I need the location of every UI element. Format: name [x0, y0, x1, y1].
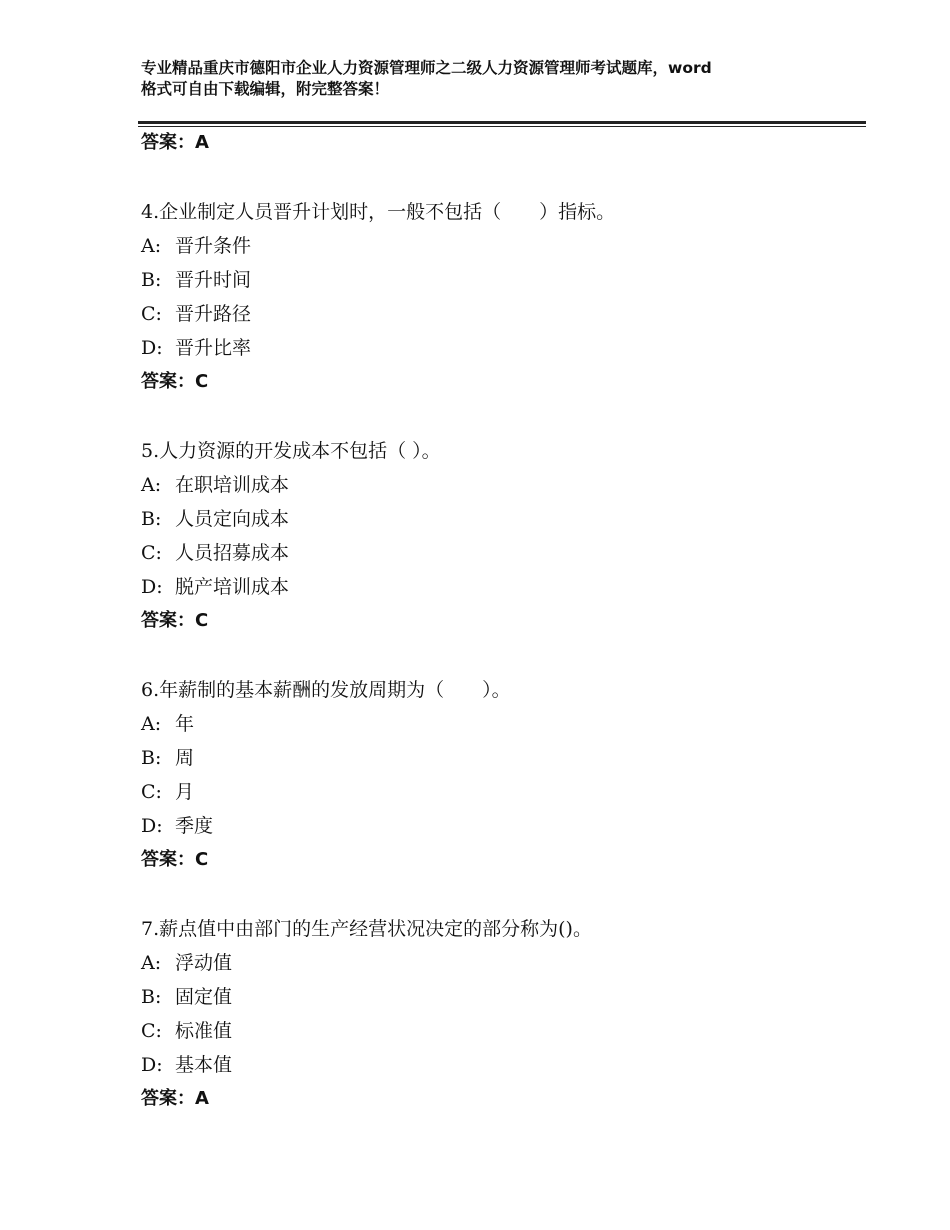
option-b [141, 507, 289, 531]
option-key: D: [141, 337, 163, 359]
option-text: 标准值 [175, 1020, 233, 1042]
header-rule-thick [138, 121, 866, 124]
header-rule-thin [138, 126, 866, 127]
option-text: 在职培训成本 [175, 474, 290, 496]
option-key: A: [141, 474, 162, 496]
option-b [141, 746, 194, 770]
option-text: 晋升时间 [175, 269, 252, 291]
option-key: C: [141, 781, 162, 803]
option-key: C: [141, 303, 162, 325]
previous-answer: 答案：A [141, 132, 209, 153]
option-text: 固定值 [175, 986, 233, 1008]
option-text: 季度 [175, 815, 214, 837]
option-text: 周 [175, 747, 195, 769]
option-key: D: [141, 815, 163, 837]
option-key: B: [141, 986, 162, 1008]
answer-line: 答案：C [141, 849, 209, 870]
option-text: 月 [175, 781, 195, 803]
option-key: C: [141, 542, 162, 564]
question-stem: 6.年薪制的基本薪酬的发放周期为（ ）。 [141, 679, 511, 701]
option-text: 基本值 [175, 1054, 233, 1076]
question-stem: 7.薪点值中由部门的生产经营状况决定的部分称为()。 [141, 918, 592, 940]
header-line-1: 专业精品重庆市德阳市企业人力资源管理师之二级人力资源管理师考试题库，word [141, 59, 712, 77]
option-text: 脱产培训成本 [175, 576, 290, 598]
answer-line: 答案：C [141, 610, 209, 631]
option-d [141, 814, 213, 838]
option-key: D: [141, 1054, 163, 1076]
option-a [141, 234, 251, 258]
option-key: B: [141, 269, 162, 291]
question-stem: 4.企业制定人员晋升计划时，一般不包括（ ）指标。 [141, 201, 616, 223]
option-text: 年 [175, 713, 195, 735]
option-c [141, 1019, 232, 1043]
option-d [141, 336, 251, 360]
answer-line: 答案：A [141, 1088, 209, 1109]
option-key: D: [141, 576, 163, 598]
option-key: B: [141, 508, 162, 530]
option-d [141, 1053, 232, 1077]
question-stem: 5.人力资源的开发成本不包括（ ）。 [141, 440, 441, 462]
option-text: 晋升条件 [175, 235, 252, 257]
option-a [141, 712, 194, 736]
option-text: 晋升比率 [175, 337, 252, 359]
option-c [141, 302, 251, 326]
option-key: A: [141, 713, 162, 735]
header-line-2: 格式可自由下载编辑，附完整答案！ [141, 80, 390, 98]
option-text: 人员定向成本 [175, 508, 290, 530]
option-c [141, 541, 289, 565]
option-key: C: [141, 1020, 162, 1042]
option-key: B: [141, 747, 162, 769]
option-d [141, 575, 289, 599]
option-key: A: [141, 235, 162, 257]
option-a [141, 473, 289, 497]
document-header [141, 58, 831, 100]
option-key: A: [141, 952, 162, 974]
option-text: 浮动值 [175, 952, 233, 974]
option-a [141, 951, 232, 975]
option-text: 人员招募成本 [175, 542, 290, 564]
option-text: 晋升路径 [175, 303, 252, 325]
option-b [141, 268, 251, 292]
answer-line: 答案：C [141, 371, 209, 392]
option-b [141, 985, 232, 1009]
option-c [141, 780, 194, 804]
